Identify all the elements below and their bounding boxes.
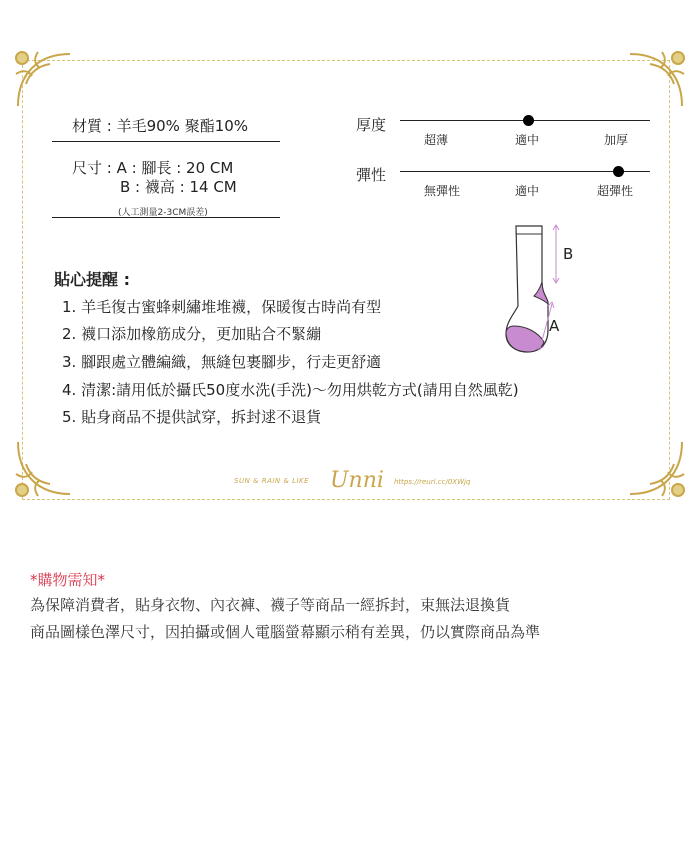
tip-item: 4. 清潔:請用低於攝氏50度水洗(手洗)～勿用烘乾方式(請用自然風乾) — [62, 381, 519, 399]
divider — [52, 141, 280, 142]
corner-ornament-icon — [8, 44, 80, 116]
measurement-note: (人工測量2-3CM誤差) — [118, 208, 208, 218]
thickness-option: 超薄 — [424, 133, 449, 147]
sock-diagram — [500, 220, 580, 360]
elasticity-option: 適中 — [515, 184, 540, 198]
tips-title: 貼心提醒 : — [54, 270, 130, 289]
divider — [52, 217, 280, 218]
material-spec: 材質 : 羊毛90% 聚酯10% — [72, 117, 249, 135]
tip-item: 5. 貼身商品不提供試穿，拆封逑不退貨 — [62, 408, 322, 426]
thickness-marker — [523, 115, 534, 126]
elasticity-option: 無彈性 — [424, 184, 461, 198]
notice-line: 為保障消費者，貼身衣物、內衣褲、襪子等商品一經拆封，束無法退換貨 — [30, 596, 511, 614]
brand-url[interactable]: https://reurl.cc/0XWjq — [394, 478, 471, 486]
corner-ornament-icon — [620, 432, 692, 504]
thickness-option: 適中 — [515, 133, 540, 147]
thickness-label: 厚度 — [356, 116, 387, 134]
tip-item: 1. 羊毛復古蜜蜂刺繡堆堆襪，保暖復古時尚有型 — [62, 298, 382, 316]
corner-ornament-icon — [620, 44, 692, 116]
dimension-label-a: A — [549, 317, 560, 335]
brand-tagline: SUN & RAIN & LIKE — [234, 477, 310, 485]
notice-line: 商品圖樣色澤尺寸，因拍攝或個人電腦螢幕顯示稍有差異，仍以實際商品為準 — [30, 623, 541, 641]
tip-item: 2. 襪口添加橡筋成分，更加貼合不緊繃 — [62, 325, 322, 343]
elasticity-label: 彈性 — [356, 166, 387, 184]
brand-logo: Unni — [330, 468, 384, 493]
elasticity-option: 超彈性 — [597, 184, 634, 198]
elasticity-marker — [613, 166, 624, 177]
notice-title: *購物需知* — [30, 571, 106, 589]
dimension-label-b: B — [563, 245, 574, 263]
size-spec-a: 尺寸 : A : 腳長 : 20 CM — [72, 159, 234, 177]
tip-item: 3. 腳跟處立體編織，無縫包裹腳步，行走更舒適 — [62, 353, 382, 371]
thickness-option: 加厚 — [604, 133, 629, 147]
corner-ornament-icon — [8, 432, 80, 504]
size-spec-b: B : 襪高 : 14 CM — [120, 178, 237, 196]
